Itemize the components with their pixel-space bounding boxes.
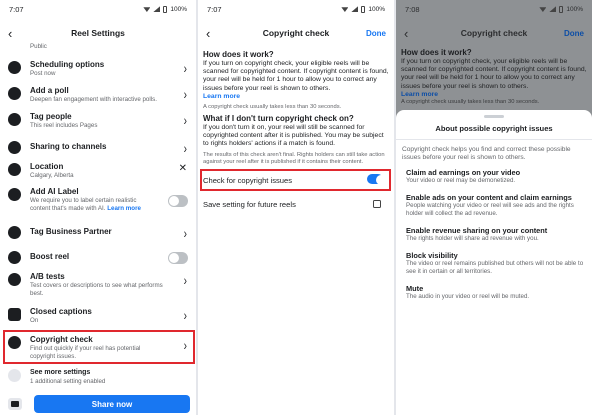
back-arrow-icon[interactable]: ‹ (8, 25, 13, 41)
page-title: Copyright check (460, 28, 528, 38)
settings-row-boost-reel: Boost reel (0, 250, 196, 264)
ab-test-icon (8, 273, 21, 286)
settings-row-closed-captions[interactable]: Closed captions On › (0, 307, 196, 325)
audience-sub: Public (30, 43, 47, 50)
wifi-icon (539, 6, 546, 12)
page-title: Copyright check (262, 28, 330, 38)
header (198, 18, 394, 48)
battery-level: 100% (566, 5, 583, 13)
handshake-icon (8, 226, 21, 239)
what-if-section: What if I don't turn copyright check on? If you don't turn it on, your reel will still be scanned for copyrighted content after it is published. You may be subject to rights holders' actions if a match is found. The results of this check aren't final. Rights holders can still take action against your reel after it is published if it contains their content. (203, 114, 385, 165)
battery-icon (163, 6, 167, 13)
poll-icon (8, 87, 21, 100)
status-bar (0, 0, 196, 18)
issue-item: Claim ad earnings on your video Your video or reel may be demonetized. (406, 168, 521, 184)
chevron-right-icon: › (183, 338, 187, 355)
chevron-right-icon: › (183, 141, 187, 158)
boost-icon (8, 251, 21, 264)
header (396, 18, 592, 48)
sheet-intro: Copyright check helps you find and correct these possible issues before your reel is shown to others. (402, 146, 571, 161)
wifi-icon (143, 6, 150, 12)
wifi-icon (341, 6, 348, 12)
save-setting-checkbox[interactable] (373, 200, 381, 208)
settings-row-tag-people[interactable]: Tag people This reel includes Pages › (0, 112, 196, 130)
settings-row-ai-label: Add AI Label We require you to label certain realistic content that's made with AI. Learn more (0, 187, 196, 213)
done-button[interactable]: Done (366, 28, 386, 38)
battery-icon (559, 6, 563, 13)
status-time: 7:07 (207, 4, 222, 14)
ai-label-toggle[interactable] (168, 195, 188, 207)
clock-icon (8, 61, 21, 74)
settings-row-sharing-channels[interactable]: Sharing to channels › (0, 140, 196, 154)
audience-row[interactable] (0, 43, 196, 51)
status-time: 7:07 (9, 4, 24, 14)
chevron-right-icon: › (183, 113, 187, 130)
signal-icon (549, 6, 556, 12)
signal-icon (153, 6, 160, 12)
how-it-works-section: How does it work? If you turn on copyright check, your eligible reels will be scanned for copyrighted content. If copyright content is found, your reel will be held for 1 hour to allow you to correct any issues before your reel is shown to others. Learn more A copyright check usually takes less than 30 seconds. (203, 50, 389, 111)
chevron-right-icon: › (183, 226, 187, 243)
status-bar (198, 0, 394, 18)
drafts-folder-icon[interactable] (8, 398, 22, 410)
highlight-box (3, 330, 195, 364)
how-it-works-section: How does it work? If you turn on copyright check, your eligible reels will be scanned for copyrighted content. If copyright content is found, your reel will be held for 1 hour to allow you to correct any issues before your reel is shown to others. Learn more A copyright check usually takes less than 30 seconds. (401, 48, 587, 106)
back-arrow-icon[interactable]: ‹ (206, 25, 211, 41)
signal-icon (351, 6, 358, 12)
chevron-right-icon: › (183, 61, 187, 78)
reel-settings-screen (0, 0, 196, 415)
close-icon[interactable]: ✕ (178, 163, 187, 174)
settings-row-ab-tests[interactable]: A/B tests Test covers or descriptions to see what performs best. › (0, 272, 196, 298)
issue-item: Block visibility The video or reel remains published but others will not be able to see it in certain or all territories. (406, 251, 584, 275)
location-pin-icon (8, 163, 21, 176)
settings-row-location[interactable]: Location Calgary, Alberta ✕ (0, 162, 196, 180)
chevron-right-icon: › (183, 87, 187, 104)
settings-row-scheduling[interactable]: Scheduling options Post now › (0, 60, 196, 78)
settings-row-copyright-check[interactable]: Copyright check Find out quickly if your reel has potential copyright issues. › (0, 335, 196, 361)
back-arrow-icon[interactable]: ‹ (404, 25, 409, 41)
learn-more-link[interactable]: Learn more (107, 205, 141, 212)
see-more-settings[interactable]: See more settings 1 additional setting enabled (0, 368, 196, 386)
share-icon (8, 141, 21, 154)
status-time: 7:08 (405, 4, 420, 14)
done-button[interactable]: Done (564, 28, 584, 38)
share-now-button[interactable]: Share now (34, 395, 190, 413)
check-copyright-option[interactable]: Check for copyright issues (203, 170, 389, 190)
captions-icon (8, 308, 21, 321)
battery-level: 100% (368, 5, 385, 13)
save-setting-option[interactable]: Save setting for future reels (203, 194, 389, 214)
learn-more-link[interactable]: Learn more (401, 90, 439, 98)
settings-row-poll[interactable]: Add a poll Deepen fan engagement with interactive polls. › (0, 86, 196, 104)
highlight-box (200, 169, 391, 191)
learn-more-link[interactable]: Learn more (203, 92, 241, 100)
battery-icon (361, 6, 365, 13)
issue-item: Enable revenue sharing on your content The rights holder will share ad revenue with you. (406, 226, 548, 242)
ai-sparkle-icon (8, 188, 21, 201)
sheet-title: About possible copyright issues (435, 124, 553, 133)
status-bar (396, 0, 592, 18)
page-title: Reel Settings (71, 28, 125, 38)
copyright-issues-sheet-screen (396, 0, 592, 415)
sheet-grab-handle[interactable] (484, 115, 504, 118)
chevron-right-icon: › (183, 273, 187, 290)
settings-row-tag-business-partner[interactable]: Tag Business Partner › (0, 225, 196, 239)
battery-level: 100% (170, 5, 187, 13)
issue-item: Mute The audio in your video or reel will be muted. (406, 284, 530, 300)
issue-item: Enable ads on your content and claim earnings People watching your video or reel will see ads and the rights holder will collect the ad revenue. (406, 193, 574, 217)
chevron-down-icon (8, 369, 21, 382)
copyright-check-screen (198, 0, 394, 415)
bottom-sheet (396, 110, 592, 415)
chevron-right-icon: › (183, 308, 187, 325)
boost-reel-toggle[interactable] (168, 252, 188, 264)
tag-icon (8, 113, 21, 126)
